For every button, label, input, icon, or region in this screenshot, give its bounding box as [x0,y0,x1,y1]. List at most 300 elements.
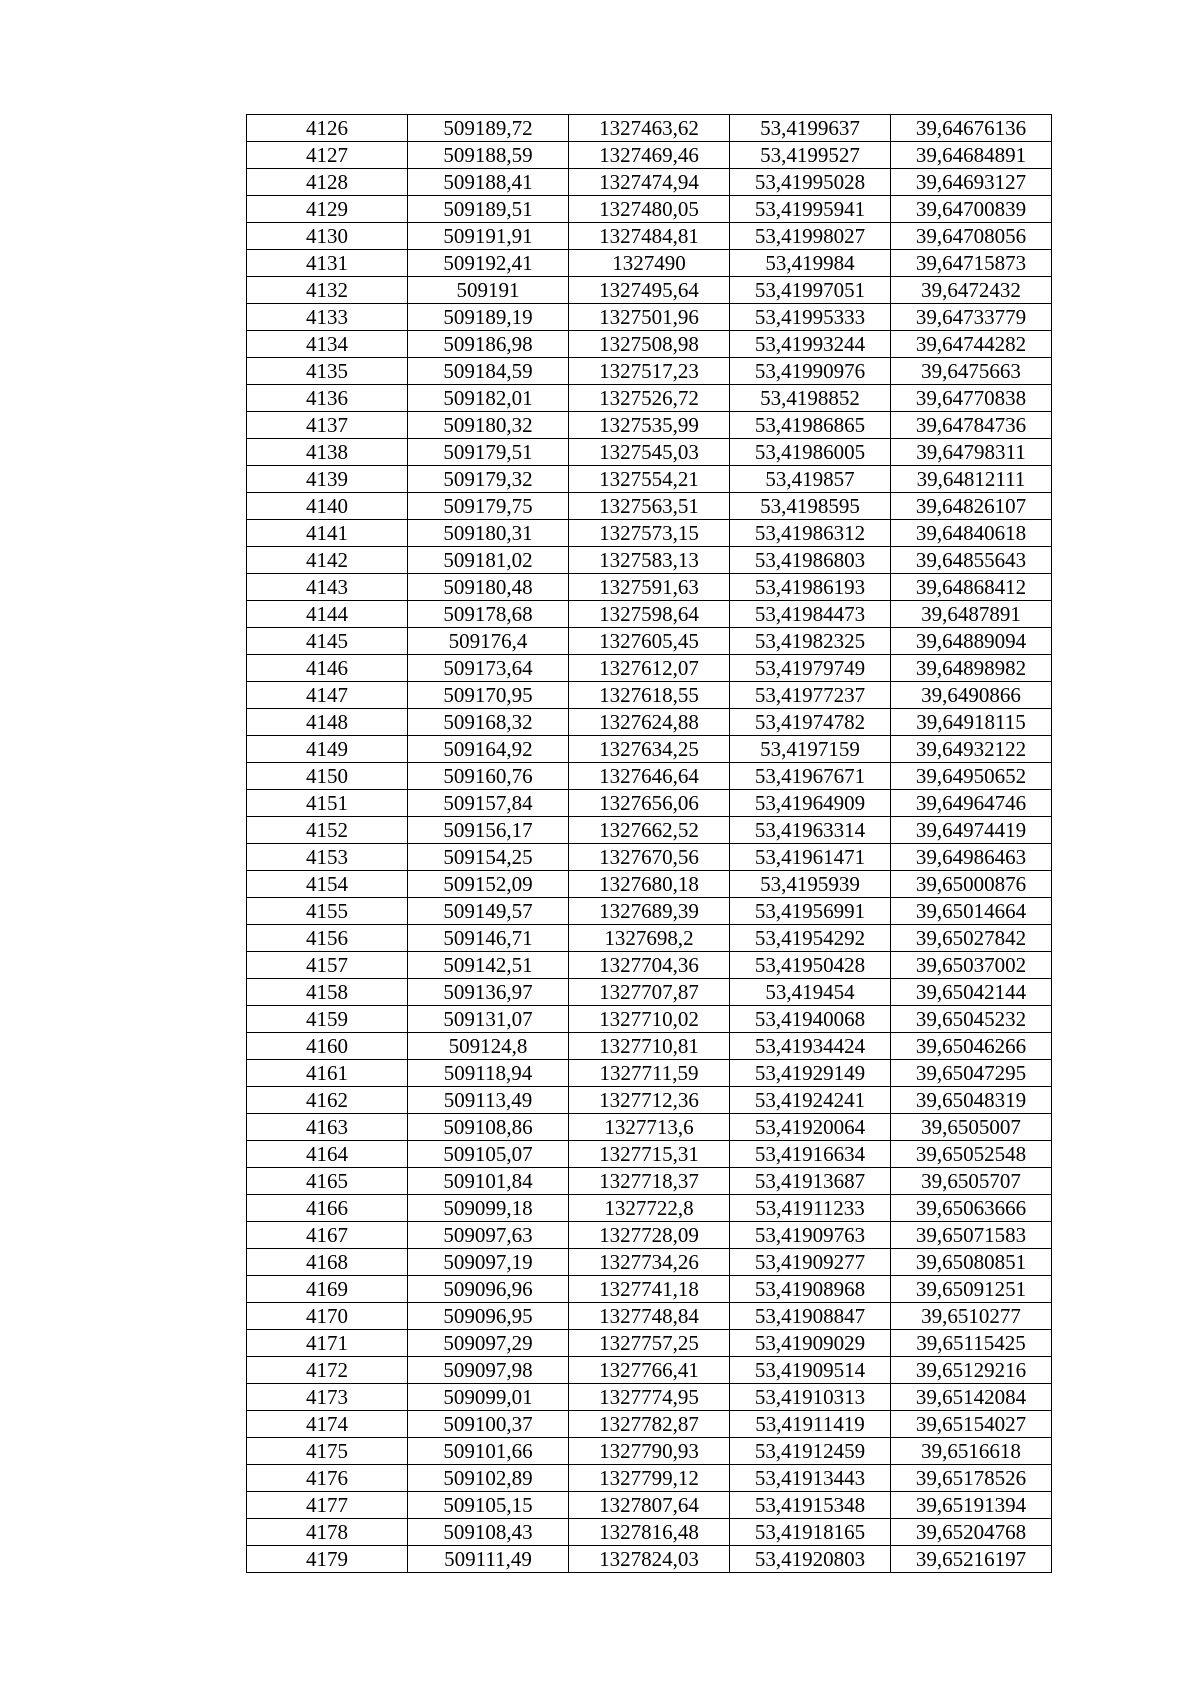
latitude-cell: 53,41920803 [730,1546,891,1573]
point-number-cell: 4179 [247,1546,408,1573]
latitude-cell: 53,419984 [730,250,891,277]
longitude-cell: 39,65046266 [891,1033,1052,1060]
y-coordinate-cell: 1327680,18 [569,871,730,898]
table-row [247,412,1052,439]
point-number-cell: 4165 [247,1168,408,1195]
latitude-cell: 53,419454 [730,979,891,1006]
y-coordinate-cell: 1327715,31 [569,1141,730,1168]
point-number-cell: 4151 [247,790,408,817]
y-coordinate-cell: 1327711,59 [569,1060,730,1087]
y-coordinate-cell: 1327517,23 [569,358,730,385]
x-coordinate-cell: 509160,76 [408,763,569,790]
x-coordinate-cell: 509113,49 [408,1087,569,1114]
table-row [247,115,1052,142]
table-row [247,1222,1052,1249]
x-coordinate-cell: 509179,75 [408,493,569,520]
table-row [247,898,1052,925]
point-number-cell: 4160 [247,1033,408,1060]
latitude-cell: 53,41963314 [730,817,891,844]
latitude-cell: 53,4198595 [730,493,891,520]
longitude-cell: 39,64932122 [891,736,1052,763]
y-coordinate-cell: 1327748,84 [569,1303,730,1330]
point-number-cell: 4146 [247,655,408,682]
latitude-cell: 53,41961471 [730,844,891,871]
x-coordinate-cell: 509192,41 [408,250,569,277]
point-number-cell: 4143 [247,574,408,601]
point-number-cell: 4141 [247,520,408,547]
table-row [247,1168,1052,1195]
y-coordinate-cell: 1327689,39 [569,898,730,925]
latitude-cell: 53,41993244 [730,331,891,358]
x-coordinate-cell: 509124,8 [408,1033,569,1060]
longitude-cell: 39,6472432 [891,277,1052,304]
x-coordinate-cell: 509170,95 [408,682,569,709]
x-coordinate-cell: 509097,29 [408,1330,569,1357]
x-coordinate-cell: 509108,43 [408,1519,569,1546]
x-coordinate-cell: 509099,01 [408,1384,569,1411]
table-row [247,439,1052,466]
longitude-cell: 39,65091251 [891,1276,1052,1303]
y-coordinate-cell: 1327722,8 [569,1195,730,1222]
longitude-cell: 39,64676136 [891,115,1052,142]
point-number-cell: 4135 [247,358,408,385]
x-coordinate-cell: 509097,63 [408,1222,569,1249]
longitude-cell: 39,65000876 [891,871,1052,898]
table-row [247,1087,1052,1114]
x-coordinate-cell: 509189,72 [408,115,569,142]
x-coordinate-cell: 509097,19 [408,1249,569,1276]
longitude-cell: 39,65191394 [891,1492,1052,1519]
point-number-cell: 4156 [247,925,408,952]
table-row [247,709,1052,736]
x-coordinate-cell: 509108,86 [408,1114,569,1141]
table-row [247,1195,1052,1222]
latitude-cell: 53,41995028 [730,169,891,196]
latitude-cell: 53,41977237 [730,682,891,709]
point-number-cell: 4129 [247,196,408,223]
table-row [247,223,1052,250]
table-row [247,601,1052,628]
latitude-cell: 53,41940068 [730,1006,891,1033]
latitude-cell: 53,41924241 [730,1087,891,1114]
y-coordinate-cell: 1327480,05 [569,196,730,223]
y-coordinate-cell: 1327501,96 [569,304,730,331]
latitude-cell: 53,41984473 [730,601,891,628]
x-coordinate-cell: 509176,4 [408,628,569,655]
x-coordinate-cell: 509191,91 [408,223,569,250]
longitude-cell: 39,64812111 [891,466,1052,493]
table-row [247,493,1052,520]
latitude-cell: 53,41954292 [730,925,891,952]
point-number-cell: 4140 [247,493,408,520]
latitude-cell: 53,41964909 [730,790,891,817]
table-row [247,682,1052,709]
table-row [247,1519,1052,1546]
longitude-cell: 39,65204768 [891,1519,1052,1546]
point-number-cell: 4170 [247,1303,408,1330]
longitude-cell: 39,64889094 [891,628,1052,655]
table-row [247,736,1052,763]
table-row [247,1141,1052,1168]
point-number-cell: 4138 [247,439,408,466]
y-coordinate-cell: 1327484,81 [569,223,730,250]
y-coordinate-cell: 1327563,51 [569,493,730,520]
latitude-cell: 53,41916634 [730,1141,891,1168]
point-number-cell: 4157 [247,952,408,979]
longitude-cell: 39,64693127 [891,169,1052,196]
x-coordinate-cell: 509149,57 [408,898,569,925]
coordinates-table [246,114,1052,1573]
point-number-cell: 4176 [247,1465,408,1492]
latitude-cell: 53,4199637 [730,115,891,142]
table-row [247,1276,1052,1303]
x-coordinate-cell: 509173,64 [408,655,569,682]
longitude-cell: 39,64840618 [891,520,1052,547]
longitude-cell: 39,65178526 [891,1465,1052,1492]
x-coordinate-cell: 509184,59 [408,358,569,385]
longitude-cell: 39,6490866 [891,682,1052,709]
latitude-cell: 53,41908847 [730,1303,891,1330]
x-coordinate-cell: 509164,92 [408,736,569,763]
latitude-cell: 53,41986312 [730,520,891,547]
table-row [247,925,1052,952]
x-coordinate-cell: 509180,32 [408,412,569,439]
y-coordinate-cell: 1327656,06 [569,790,730,817]
y-coordinate-cell: 1327624,88 [569,709,730,736]
latitude-cell: 53,41995333 [730,304,891,331]
point-number-cell: 4178 [247,1519,408,1546]
y-coordinate-cell: 1327782,87 [569,1411,730,1438]
x-coordinate-cell: 509156,17 [408,817,569,844]
longitude-cell: 39,64868412 [891,574,1052,601]
longitude-cell: 39,6475663 [891,358,1052,385]
latitude-cell: 53,41986865 [730,412,891,439]
latitude-cell: 53,41982325 [730,628,891,655]
longitude-cell: 39,65037002 [891,952,1052,979]
longitude-cell: 39,65047295 [891,1060,1052,1087]
longitude-cell: 39,65129216 [891,1357,1052,1384]
longitude-cell: 39,65071583 [891,1222,1052,1249]
x-coordinate-cell: 509180,48 [408,574,569,601]
table-row [247,574,1052,601]
y-coordinate-cell: 1327710,81 [569,1033,730,1060]
table-row [247,1033,1052,1060]
y-coordinate-cell: 1327469,46 [569,142,730,169]
latitude-cell: 53,41995941 [730,196,891,223]
longitude-cell: 39,64715873 [891,250,1052,277]
table-row [247,952,1052,979]
longitude-cell: 39,64798311 [891,439,1052,466]
point-number-cell: 4158 [247,979,408,1006]
point-number-cell: 4161 [247,1060,408,1087]
y-coordinate-cell: 1327718,37 [569,1168,730,1195]
point-number-cell: 4171 [247,1330,408,1357]
table-row [247,1357,1052,1384]
point-number-cell: 4134 [247,331,408,358]
longitude-cell: 39,64826107 [891,493,1052,520]
table-row [247,979,1052,1006]
table-row [247,1465,1052,1492]
y-coordinate-cell: 1327545,03 [569,439,730,466]
y-coordinate-cell: 1327662,52 [569,817,730,844]
point-number-cell: 4128 [247,169,408,196]
y-coordinate-cell: 1327710,02 [569,1006,730,1033]
y-coordinate-cell: 1327799,12 [569,1465,730,1492]
y-coordinate-cell: 1327526,72 [569,385,730,412]
table-row [247,277,1052,304]
longitude-cell: 39,65027842 [891,925,1052,952]
table-row [247,1411,1052,1438]
x-coordinate-cell: 509186,98 [408,331,569,358]
x-coordinate-cell: 509189,19 [408,304,569,331]
point-number-cell: 4131 [247,250,408,277]
longitude-cell: 39,64964746 [891,790,1052,817]
latitude-cell: 53,41929149 [730,1060,891,1087]
longitude-cell: 39,65115425 [891,1330,1052,1357]
x-coordinate-cell: 509191 [408,277,569,304]
point-number-cell: 4127 [247,142,408,169]
table-row [247,628,1052,655]
table-row [247,466,1052,493]
x-coordinate-cell: 509101,84 [408,1168,569,1195]
y-coordinate-cell: 1327583,13 [569,547,730,574]
point-number-cell: 4136 [247,385,408,412]
y-coordinate-cell: 1327698,2 [569,925,730,952]
point-number-cell: 4148 [247,709,408,736]
table-row [247,763,1052,790]
latitude-cell: 53,41909029 [730,1330,891,1357]
longitude-cell: 39,65042144 [891,979,1052,1006]
x-coordinate-cell: 509146,71 [408,925,569,952]
y-coordinate-cell: 1327807,64 [569,1492,730,1519]
latitude-cell: 53,41986803 [730,547,891,574]
latitude-cell: 53,419857 [730,466,891,493]
longitude-cell: 39,65080851 [891,1249,1052,1276]
longitude-cell: 39,65063666 [891,1195,1052,1222]
longitude-cell: 39,65045232 [891,1006,1052,1033]
latitude-cell: 53,41908968 [730,1276,891,1303]
y-coordinate-cell: 1327790,93 [569,1438,730,1465]
longitude-cell: 39,64733779 [891,304,1052,331]
y-coordinate-cell: 1327554,21 [569,466,730,493]
point-number-cell: 4177 [247,1492,408,1519]
longitude-cell: 39,65142084 [891,1384,1052,1411]
point-number-cell: 4150 [247,763,408,790]
y-coordinate-cell: 1327816,48 [569,1519,730,1546]
x-coordinate-cell: 509136,97 [408,979,569,1006]
y-coordinate-cell: 1327598,64 [569,601,730,628]
x-coordinate-cell: 509102,89 [408,1465,569,1492]
coordinates-table-body [247,115,1052,1573]
y-coordinate-cell: 1327734,26 [569,1249,730,1276]
table-row [247,1249,1052,1276]
table-row [247,1384,1052,1411]
latitude-cell: 53,41912459 [730,1438,891,1465]
table-row [247,1303,1052,1330]
longitude-cell: 39,64950652 [891,763,1052,790]
table-row [247,358,1052,385]
y-coordinate-cell: 1327463,62 [569,115,730,142]
table-row [247,1114,1052,1141]
longitude-cell: 39,65014664 [891,898,1052,925]
point-number-cell: 4162 [247,1087,408,1114]
longitude-cell: 39,65154027 [891,1411,1052,1438]
latitude-cell: 53,41909277 [730,1249,891,1276]
x-coordinate-cell: 509157,84 [408,790,569,817]
y-coordinate-cell: 1327741,18 [569,1276,730,1303]
table-row [247,331,1052,358]
x-coordinate-cell: 509188,59 [408,142,569,169]
point-number-cell: 4145 [247,628,408,655]
x-coordinate-cell: 509118,94 [408,1060,569,1087]
table-row [247,385,1052,412]
x-coordinate-cell: 509178,68 [408,601,569,628]
y-coordinate-cell: 1327774,95 [569,1384,730,1411]
latitude-cell: 53,41910313 [730,1384,891,1411]
x-coordinate-cell: 509179,51 [408,439,569,466]
y-coordinate-cell: 1327713,6 [569,1114,730,1141]
point-number-cell: 4167 [247,1222,408,1249]
point-number-cell: 4153 [247,844,408,871]
point-number-cell: 4172 [247,1357,408,1384]
point-number-cell: 4130 [247,223,408,250]
table-row [247,1492,1052,1519]
y-coordinate-cell: 1327605,45 [569,628,730,655]
longitude-cell: 39,64855643 [891,547,1052,574]
longitude-cell: 39,64974419 [891,817,1052,844]
y-coordinate-cell: 1327490 [569,250,730,277]
x-coordinate-cell: 509179,32 [408,466,569,493]
y-coordinate-cell: 1327766,41 [569,1357,730,1384]
point-number-cell: 4169 [247,1276,408,1303]
y-coordinate-cell: 1327728,09 [569,1222,730,1249]
point-number-cell: 4152 [247,817,408,844]
y-coordinate-cell: 1327704,36 [569,952,730,979]
longitude-cell: 39,6487891 [891,601,1052,628]
table-row [247,1006,1052,1033]
y-coordinate-cell: 1327591,63 [569,574,730,601]
table-row [247,817,1052,844]
y-coordinate-cell: 1327646,64 [569,763,730,790]
longitude-cell: 39,6516618 [891,1438,1052,1465]
x-coordinate-cell: 509097,98 [408,1357,569,1384]
x-coordinate-cell: 509180,31 [408,520,569,547]
point-number-cell: 4164 [247,1141,408,1168]
latitude-cell: 53,41911419 [730,1411,891,1438]
x-coordinate-cell: 509152,09 [408,871,569,898]
longitude-cell: 39,6510277 [891,1303,1052,1330]
y-coordinate-cell: 1327712,36 [569,1087,730,1114]
longitude-cell: 39,64708056 [891,223,1052,250]
table-row [247,520,1052,547]
latitude-cell: 53,41909763 [730,1222,891,1249]
table-row [247,790,1052,817]
y-coordinate-cell: 1327508,98 [569,331,730,358]
point-number-cell: 4126 [247,115,408,142]
y-coordinate-cell: 1327634,25 [569,736,730,763]
x-coordinate-cell: 509142,51 [408,952,569,979]
y-coordinate-cell: 1327474,94 [569,169,730,196]
latitude-cell: 53,41918165 [730,1519,891,1546]
y-coordinate-cell: 1327707,87 [569,979,730,1006]
x-coordinate-cell: 509096,96 [408,1276,569,1303]
y-coordinate-cell: 1327573,15 [569,520,730,547]
latitude-cell: 53,41913443 [730,1465,891,1492]
longitude-cell: 39,64898982 [891,655,1052,682]
longitude-cell: 39,6505007 [891,1114,1052,1141]
x-coordinate-cell: 509154,25 [408,844,569,871]
latitude-cell: 53,41911233 [730,1195,891,1222]
x-coordinate-cell: 509131,07 [408,1006,569,1033]
point-number-cell: 4163 [247,1114,408,1141]
y-coordinate-cell: 1327612,07 [569,655,730,682]
x-coordinate-cell: 509188,41 [408,169,569,196]
x-coordinate-cell: 509168,32 [408,709,569,736]
longitude-cell: 39,64784736 [891,412,1052,439]
latitude-cell: 53,41998027 [730,223,891,250]
point-number-cell: 4154 [247,871,408,898]
point-number-cell: 4155 [247,898,408,925]
latitude-cell: 53,41986005 [730,439,891,466]
point-number-cell: 4142 [247,547,408,574]
latitude-cell: 53,4197159 [730,736,891,763]
point-number-cell: 4149 [247,736,408,763]
point-number-cell: 4166 [247,1195,408,1222]
y-coordinate-cell: 1327824,03 [569,1546,730,1573]
latitude-cell: 53,41920064 [730,1114,891,1141]
point-number-cell: 4144 [247,601,408,628]
y-coordinate-cell: 1327757,25 [569,1330,730,1357]
y-coordinate-cell: 1327535,99 [569,412,730,439]
x-coordinate-cell: 509111,49 [408,1546,569,1573]
point-number-cell: 4174 [247,1411,408,1438]
table-row [247,142,1052,169]
latitude-cell: 53,4198852 [730,385,891,412]
x-coordinate-cell: 509105,07 [408,1141,569,1168]
x-coordinate-cell: 509105,15 [408,1492,569,1519]
longitude-cell: 39,64770838 [891,385,1052,412]
latitude-cell: 53,41997051 [730,277,891,304]
table-row [247,1330,1052,1357]
table-row [247,169,1052,196]
latitude-cell: 53,41990976 [730,358,891,385]
table-row [247,250,1052,277]
latitude-cell: 53,41974782 [730,709,891,736]
longitude-cell: 39,6505707 [891,1168,1052,1195]
table-row [247,655,1052,682]
latitude-cell: 53,4195939 [730,871,891,898]
table-row [247,1438,1052,1465]
latitude-cell: 53,41934424 [730,1033,891,1060]
latitude-cell: 53,41950428 [730,952,891,979]
latitude-cell: 53,41915348 [730,1492,891,1519]
table-row [247,844,1052,871]
x-coordinate-cell: 509181,02 [408,547,569,574]
table-row [247,1060,1052,1087]
point-number-cell: 4159 [247,1006,408,1033]
point-number-cell: 4168 [247,1249,408,1276]
point-number-cell: 4175 [247,1438,408,1465]
table-row [247,304,1052,331]
point-number-cell: 4173 [247,1384,408,1411]
x-coordinate-cell: 509099,18 [408,1195,569,1222]
latitude-cell: 53,41913687 [730,1168,891,1195]
latitude-cell: 53,41909514 [730,1357,891,1384]
x-coordinate-cell: 509096,95 [408,1303,569,1330]
table-row [247,1546,1052,1573]
x-coordinate-cell: 509100,37 [408,1411,569,1438]
latitude-cell: 53,41956991 [730,898,891,925]
